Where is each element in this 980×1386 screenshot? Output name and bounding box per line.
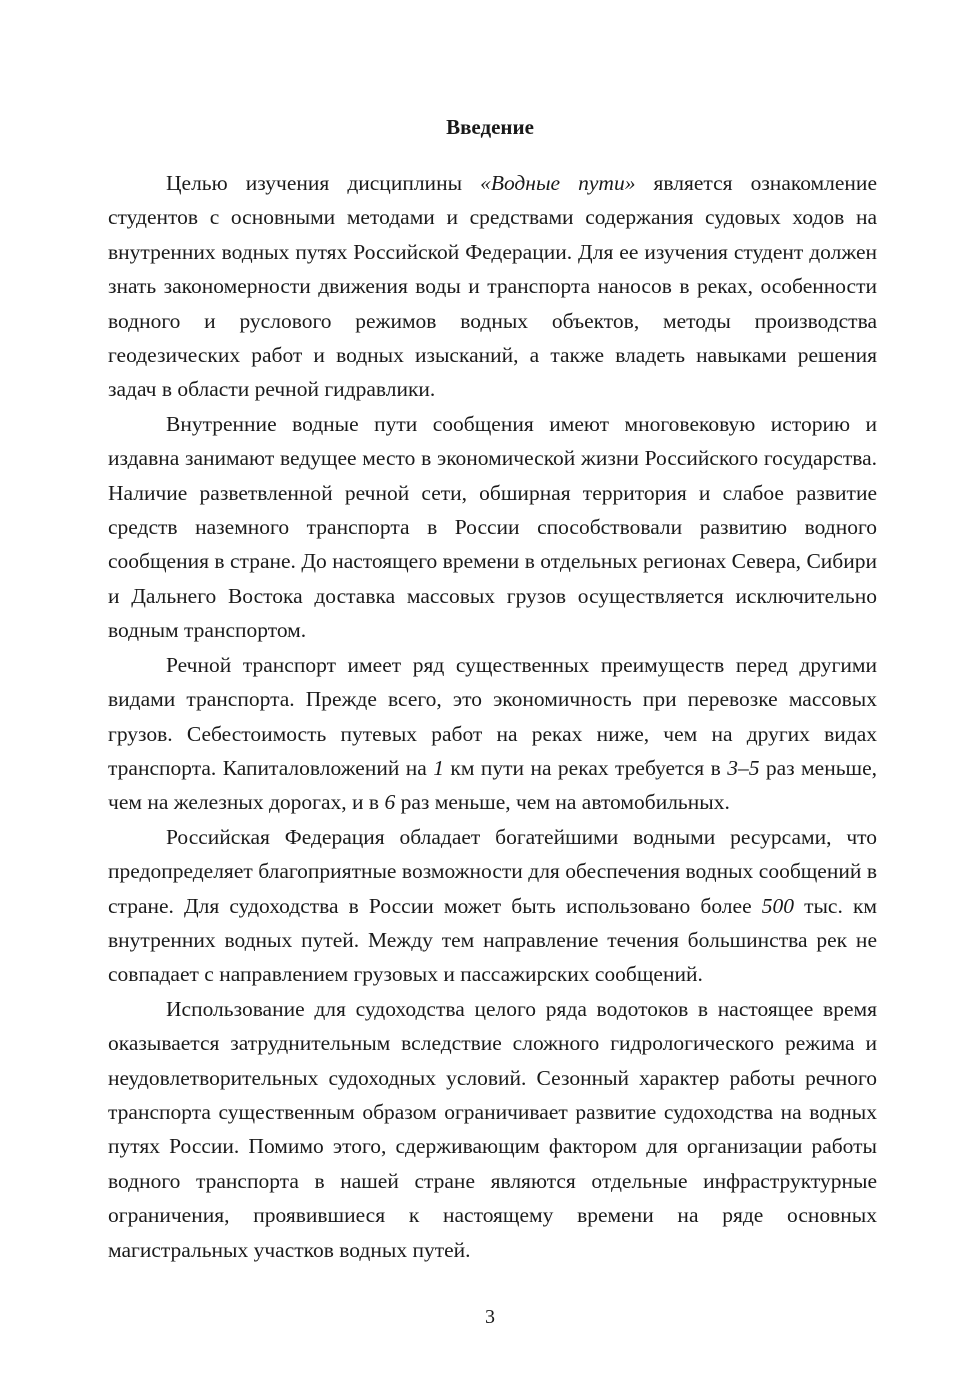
body-text xyxy=(108,166,877,1267)
paragraph-3-text-a: Речной транспорт имеет ряд существенных преимуществ перед другими видами транспорта. Прежде всего, это экономичность при перевозке массовых грузов. Себестоимость путевых работ на реках ниже, чем на других видах транспорта. Капиталовложений на xyxy=(108,652,877,780)
paragraph-4-text-b: тыс. км внутренних водных путей. Между тем направление течения большинства рек не совпадает с направлением грузовых и пассажирских сообщений. xyxy=(108,893,878,987)
paragraph-4 xyxy=(108,820,877,992)
number-italic: 3–5 xyxy=(727,755,760,780)
page-title: Введение xyxy=(446,115,534,139)
page-number: 3 xyxy=(485,1306,495,1328)
paragraph-1-text-a: Целью изучения дисциплины xyxy=(166,171,481,195)
paragraph-4-text-a: Российская Федерация обладает богатейшими водными ресурсами, что предопределяет благоприятные возможности для обеспечения водных сообщений в стране. Для судоходства в России может быть использовано более xyxy=(108,824,877,918)
paragraph-1-text-b: является ознакомление студентов с основными методами и средствами содержания судовых ходов на внутренних водных путях Российской Федерации. Для ее изучения студент должен знать закономерности движения воды и транспорта наносов в реках, особенности водного и руслового режимов водных объектов, методы производства геодезических работ и водных изысканий, а также владеть навыками решения задач в области речной гидравлики. xyxy=(108,171,877,402)
paragraph-1 xyxy=(108,166,877,407)
number-italic: 1 xyxy=(433,755,444,780)
number-italic: 500 xyxy=(761,893,794,918)
paragraph-2: Внутренние водные пути сообщения имеют многовековую историю и издавна занимают ведущее место в экономической жизни Российского государства. Наличие разветвленной речной сети, обширная территория и слабое развитие средств наземного транспорта в России способствовали развитию водного сообщения в стране. До настоящего времени в отдельных регионах Севера, Сибири и Дальнего Востока доставка массовых грузов осуществляется исключительно водным транспортом. xyxy=(108,411,877,643)
paragraph-5: Использование для судоходства целого ряда водотоков в настоящее время оказывается затруднительным вследствие сложного гидрологического режима и неудовлетворительных судоходных условий. Сезонный характер работы речного транспорта существенным образом ограничивает развитие судоходства на водных путях России. Помимо этого, сдерживающим фактором для организации работы водного транспорта в нашей стране являются отдельные инфраструктурные ограничения, проявившиеся к настоящему времени на ряде основных магистральных участков водных путей. xyxy=(108,996,877,1262)
paragraph-3-text-d: раз меньше, чем на автомобильных. xyxy=(395,790,730,815)
paragraph-3-text-c: раз меньше, чем на железных дорогах, и в xyxy=(108,755,877,815)
course-title-italic: «Водные пути» xyxy=(480,171,636,195)
number-italic: 6 xyxy=(384,790,396,815)
paragraph-3-text-b: км пути на реках требуется в xyxy=(443,755,728,780)
paragraph-3 xyxy=(108,648,877,820)
